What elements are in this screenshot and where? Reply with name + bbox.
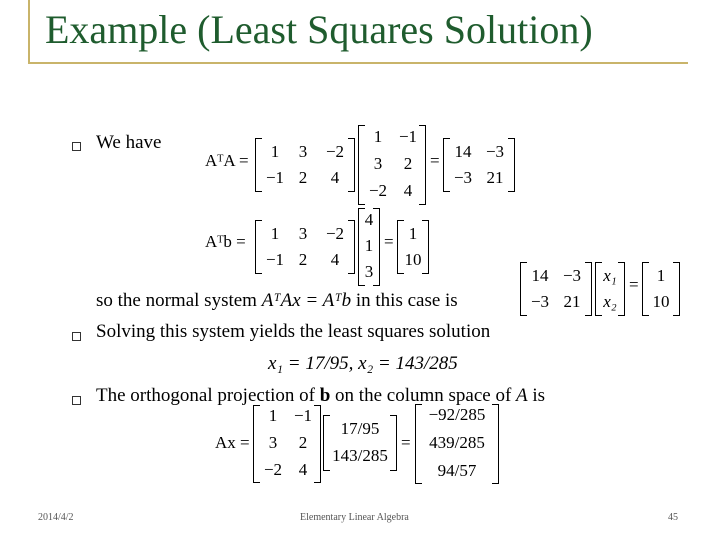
matrix-cell: 21 (486, 168, 504, 187)
least-squares-solution: x₁ = 17/95, x₂ = 143/285 (268, 353, 458, 374)
normal-system-tail: in this case is (355, 290, 458, 311)
matrix-cell: −2 (325, 224, 345, 243)
title-frame-left (28, 0, 30, 62)
equals-sign: = (629, 275, 639, 294)
matrix-cell: 3 (364, 262, 374, 281)
matrix-cell: −1 (265, 168, 285, 187)
matrix-cell: −3 (562, 266, 582, 285)
matrix-cell: 17/95 (340, 419, 380, 438)
eq2-vector-b (358, 208, 380, 286)
eq1-lhs: AᵀA = (205, 151, 249, 170)
projection-pre: The orthogonal projection of (96, 385, 315, 406)
eq3-rhs-vector (642, 262, 680, 316)
eq2-result-vector (397, 220, 429, 274)
footer-page-number: 45 (668, 512, 678, 523)
bullet-marker (72, 396, 81, 405)
matrix-cell: 2 (298, 168, 308, 187)
footer-date: 2014/4/2 (38, 512, 74, 523)
equals-sign: = (384, 232, 394, 251)
matrix-cell: 2 (403, 154, 413, 173)
projection-b: b (319, 385, 331, 406)
matrix-cell: −2 (263, 460, 283, 479)
matrix-cell: 94/57 (437, 461, 477, 480)
matrix-cell: 4 (330, 250, 340, 269)
matrix-cell: 4 (298, 460, 308, 479)
eq4-matrix-A (253, 405, 321, 483)
bullet-marker (72, 332, 81, 341)
eq4-result-vector (415, 404, 499, 484)
matrix-cell: −2 (325, 142, 345, 161)
matrix-cell: 4 (330, 168, 340, 187)
matrix-cell: 1 (408, 224, 418, 243)
footer-title: Elementary Linear Algebra (300, 512, 409, 523)
matrix-cell: 3 (268, 433, 278, 452)
equals-sign: = (401, 433, 411, 452)
matrix-cell: 3 (298, 142, 308, 161)
bullet-we-have: We have (96, 132, 162, 153)
matrix-cell: 14 (454, 142, 472, 161)
matrix-cell: −1 (293, 406, 313, 425)
eq3-vector-x (595, 262, 625, 316)
matrix-cell: −3 (530, 292, 550, 311)
normal-system-text: so the normal system (96, 290, 257, 311)
normal-system-eq: AᵀAx = Aᵀb (261, 290, 352, 311)
eq1-result-matrix (443, 138, 515, 192)
eq1-matrix-At (255, 138, 355, 192)
matrix-cell: −1 (398, 127, 418, 146)
matrix-cell: x₂ (603, 292, 617, 311)
matrix-cell: −92/285 (428, 405, 486, 424)
eq2-lhs: Aᵀb = (205, 232, 246, 251)
normal-system-line (96, 290, 458, 312)
projection-mid: on the column space of (335, 385, 512, 406)
eq4-lhs: Ax = (215, 433, 250, 452)
matrix-cell: 10 (404, 250, 422, 269)
matrix-cell: −3 (485, 142, 505, 161)
eq4-vector-x (323, 415, 397, 471)
matrix-cell: 1 (656, 266, 666, 285)
slide-title: Example (Least Squares Solution) (45, 7, 593, 52)
projection-tail: is (532, 385, 546, 406)
bullet-solving: Solving this system yields the least squares solution (96, 321, 491, 342)
matrix-cell: 143/285 (332, 446, 388, 465)
equals-sign: = (430, 151, 440, 170)
matrix-cell: 4 (403, 181, 413, 200)
matrix-cell: 3 (298, 224, 308, 243)
matrix-cell: 21 (563, 292, 581, 311)
matrix-cell: 3 (373, 154, 383, 173)
matrix-cell: 439/285 (429, 433, 485, 452)
matrix-cell: −1 (265, 250, 285, 269)
projection-A: A (516, 385, 528, 406)
matrix-cell: 1 (364, 236, 374, 255)
matrix-cell: 1 (270, 224, 280, 243)
matrix-cell: 2 (298, 250, 308, 269)
bullet-marker (72, 142, 81, 151)
matrix-cell: 14 (531, 266, 549, 285)
matrix-cell: 1 (268, 406, 278, 425)
matrix-cell: −3 (453, 168, 473, 187)
matrix-cell: 10 (652, 292, 670, 311)
matrix-cell: −2 (368, 181, 388, 200)
matrix-cell: x₁ (603, 266, 617, 285)
title-frame-bottom (28, 62, 688, 64)
eq1-matrix-A (358, 125, 426, 205)
eq3-matrix (520, 262, 592, 316)
eq2-matrix-At (255, 220, 355, 274)
matrix-cell: 1 (270, 142, 280, 161)
matrix-cell: 4 (364, 210, 374, 229)
matrix-cell: 1 (373, 127, 383, 146)
matrix-cell: 2 (298, 433, 308, 452)
